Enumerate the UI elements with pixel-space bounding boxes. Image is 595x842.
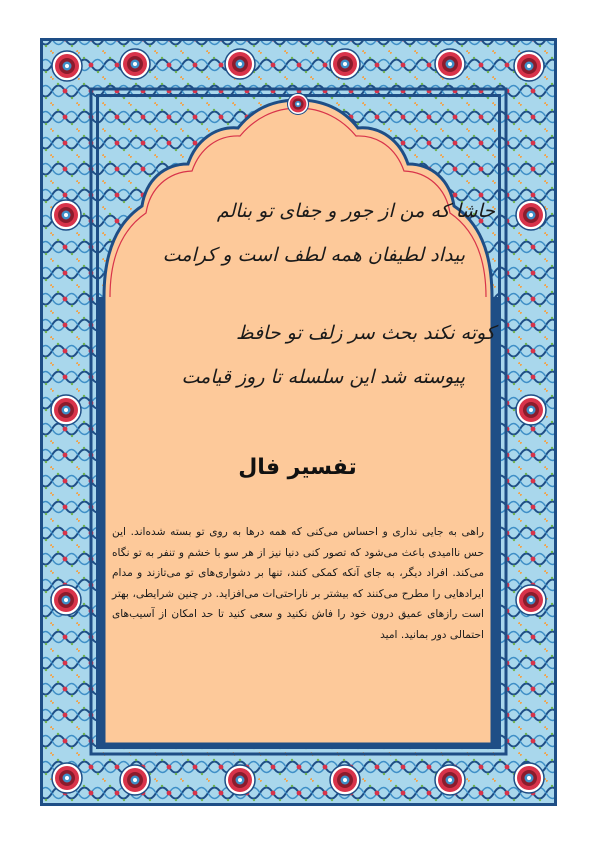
poem-couplet2-line2: پیوسته شد این سلسله تا روز قیامت xyxy=(181,366,465,388)
text-panel xyxy=(104,100,492,744)
poem-couplet2-line1: کوته نکند بحث سر زلف تو حافظ xyxy=(235,322,495,344)
poem-couplet1-line2: بیداد لطیفان همه لطف است و کرامت xyxy=(162,244,465,266)
poem-couplet1-line1: حاشا که من از جور و جفای تو بنالم xyxy=(216,200,495,222)
interpretation-title: تفسیر فال xyxy=(238,455,357,480)
flower-medallion xyxy=(52,51,82,81)
interpretation-body: راهی به جایی نداری و احساس می‌کنی که همه درها به روی تو بسته شده‌اند. این حس ناامیدی باعث می‌شود که تصور کنی دنیا نیز از هر سو با خشم و تنفر به تو نگاه می‌کند. افراد دیگر، به جای آنکه کمکی کنند، تنها بر دشواری‌های تو می‌تازند و مدام ایرادهایی را مطرح می‌کنند که بیشتر بر ناراحتی‌ات می‌افزاید. در چنین شرایطی، بهتر است رازهای عمیق درون خود را فاش نکنید و سعی کنید تا حد امکان از آسیب‌های احتمالی دور بمانید. امید xyxy=(112,526,484,641)
